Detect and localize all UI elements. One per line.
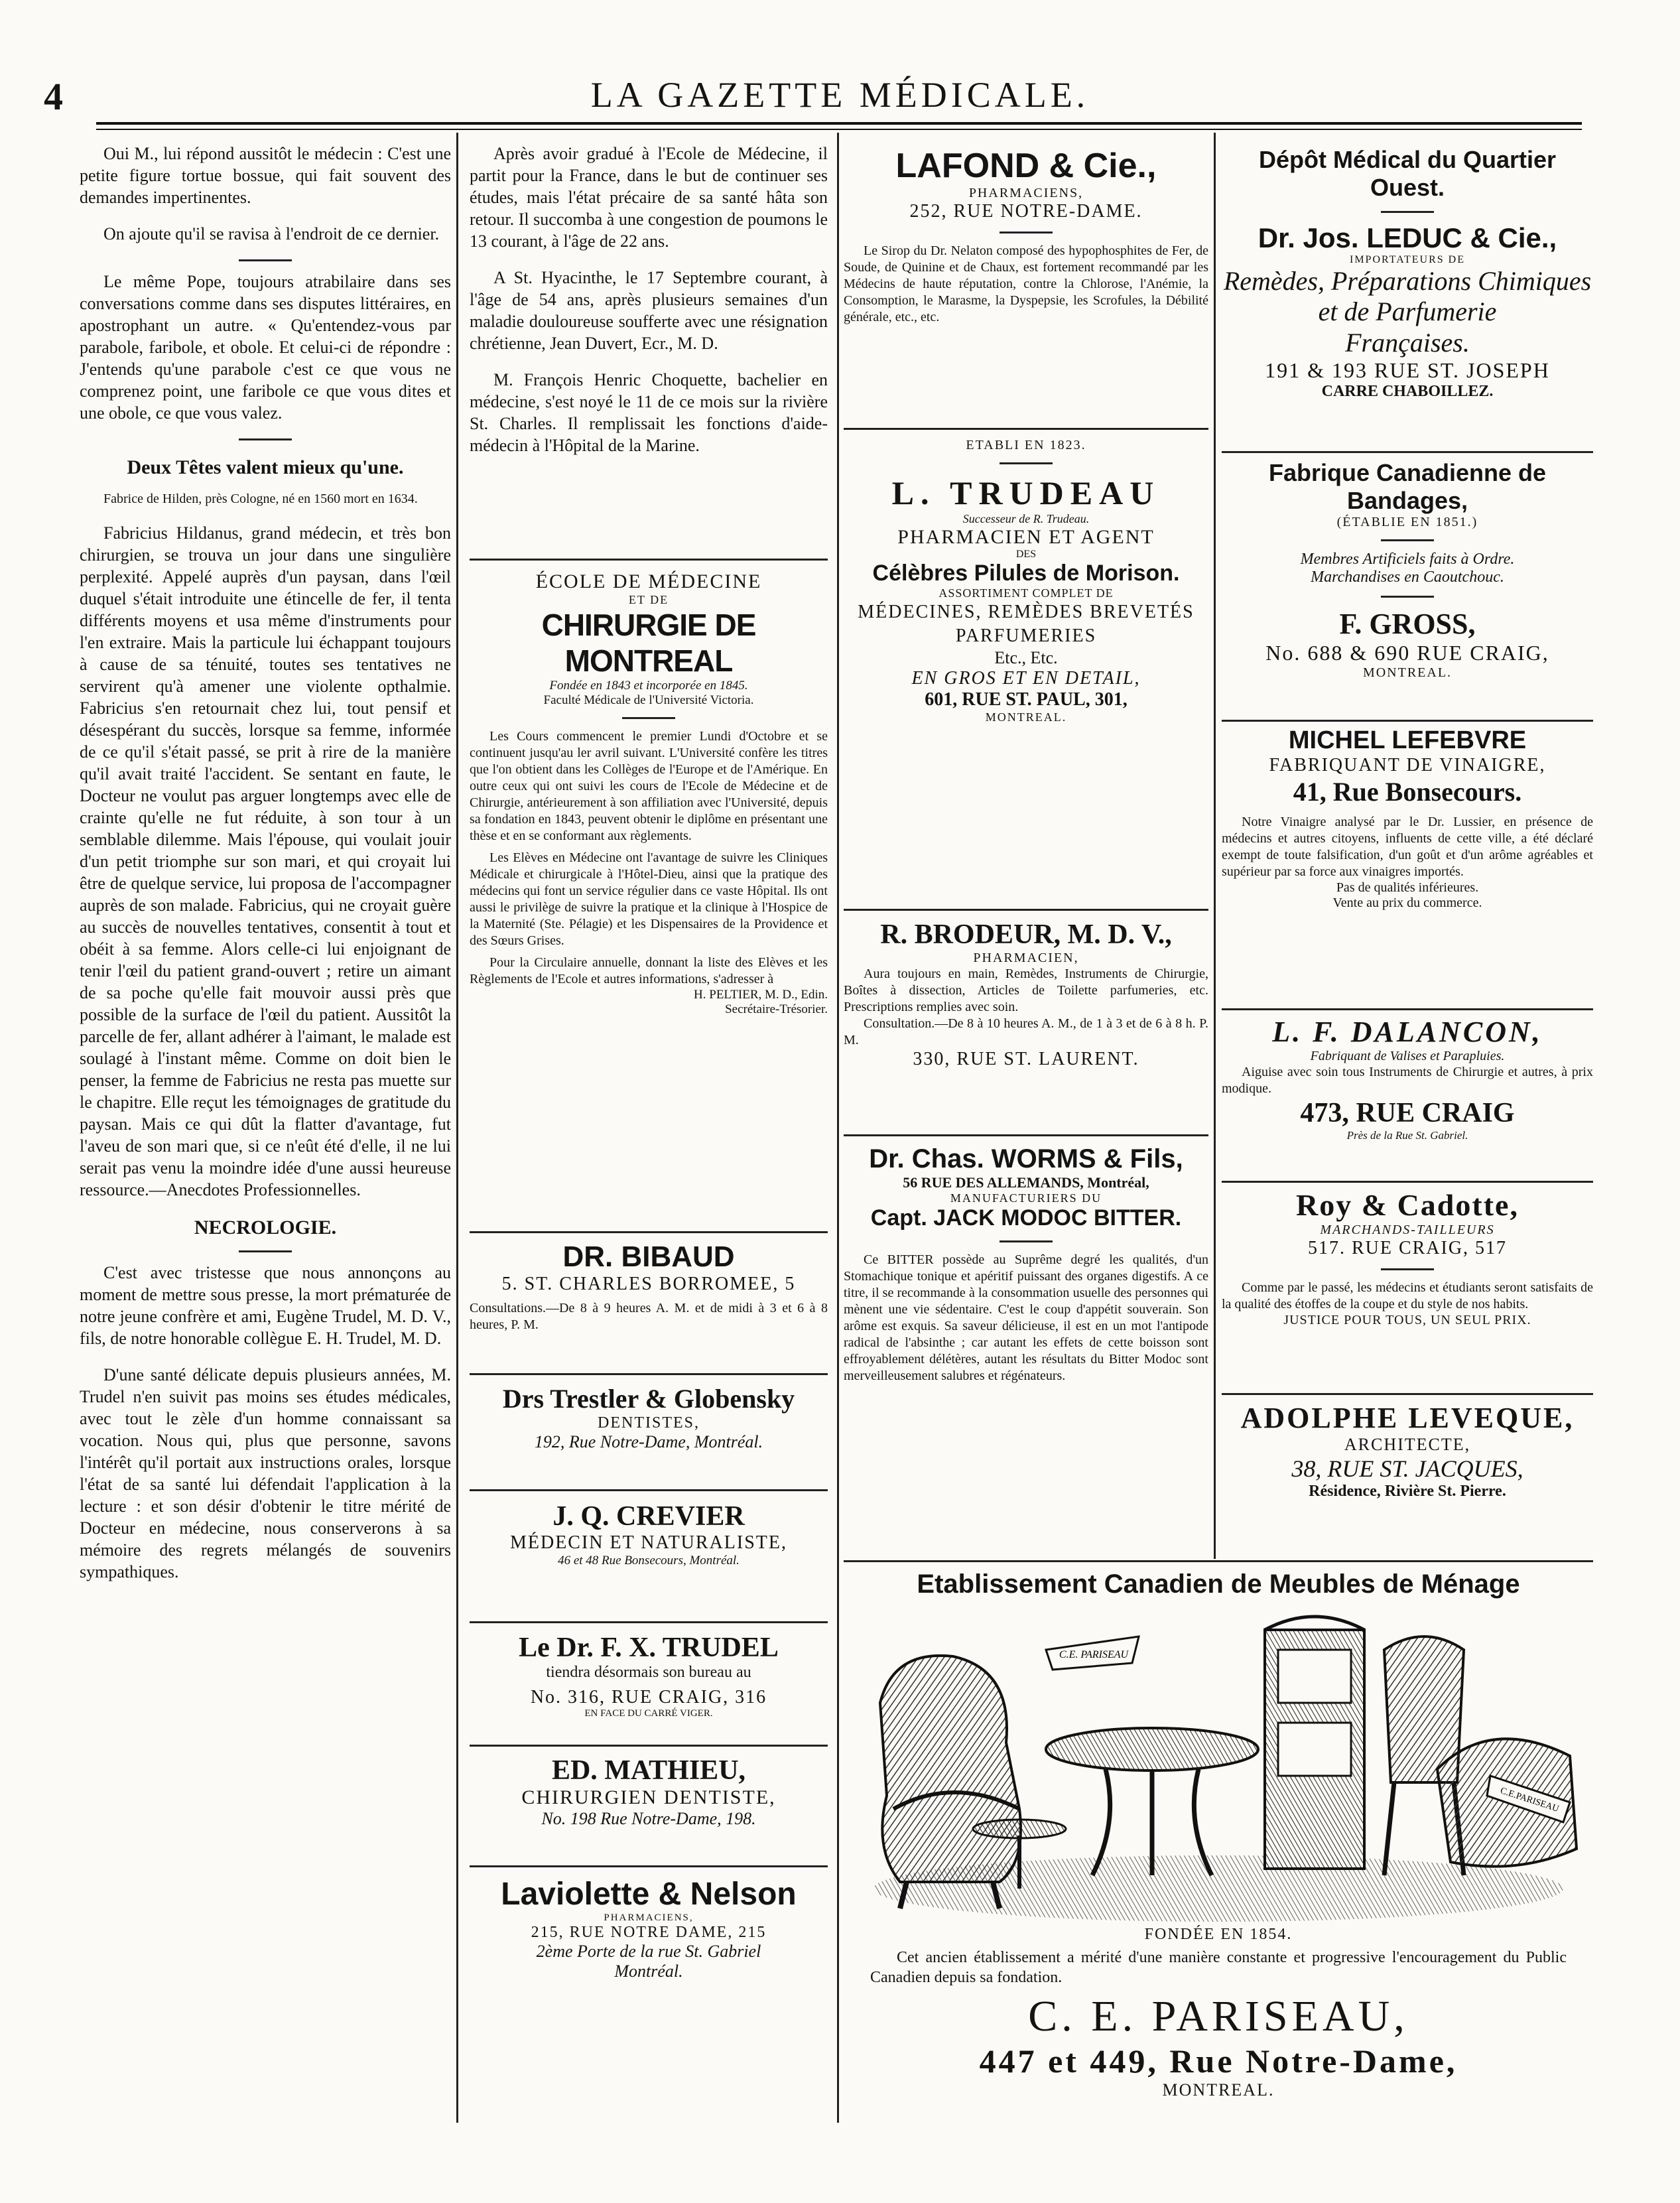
ad-leduc [1222, 146, 1593, 401]
ad-pariseau [844, 1569, 1593, 2100]
ad-title: L. TRUDEAU [891, 474, 1161, 511]
ad-line: EN FACE DU CARRÉ VIGER. [584, 1708, 713, 1719]
ad-line: PHARMACIEN, [973, 951, 1079, 965]
ad-line: 473, RUE CRAIG [1300, 1098, 1515, 1128]
ad-line: No. 688 & 690 RUE CRAIG, [1265, 641, 1549, 665]
ad-lafond [844, 146, 1208, 326]
ad-bandages [1222, 459, 1593, 681]
column-rule-2 [837, 133, 839, 2123]
ad-title: Drs Trestler & Globensky [502, 1384, 795, 1414]
ad-text: Le Sirop du Dr. Nelaton composé des hypophosphites de Fer, de Soude, de Quinine et de Chaux, est fortement recommandé par les Médecins de haute réputation, contre la Chlorose, l'Anémie, la Consomption, le Marasme, la Dyspepsie, les Scrofules, la Débilité générale, etc., etc. [844, 243, 1208, 324]
ad-title: R. BRODEUR, M. D. V., [880, 919, 1172, 950]
separator [1381, 1268, 1434, 1270]
ad-title: J. Q. CREVIER [552, 1501, 745, 1532]
ad-title: Dr. Chas. WORMS & Fils, [869, 1144, 1183, 1173]
article-paragraph: C'est avec tristesse que nous annonçons au moment de mettre sous presse, la mort prématurée de notre jeune confrère et ami, Eugène Trudel, M. D. V., fils, de notre honorable collègue E. H. Trudel, M. D. [80, 1263, 451, 1348]
ad-roy-cadotte [1222, 1187, 1593, 1328]
ad-line: Pas de qualités inférieures. [1336, 880, 1479, 895]
ad-line: PHARMACIENS, [968, 186, 1084, 200]
ad-rule [844, 909, 1208, 911]
separator [1000, 232, 1053, 234]
separator [239, 259, 292, 261]
ad-line: ETABLI EN 1823. [966, 438, 1086, 452]
ad-line: Membres Artificiels faits à Ordre. [1300, 551, 1515, 568]
ad-line: IMPORTATEURS DE [1350, 254, 1465, 265]
sofa-sign-text: C.E.PARISEAU [1498, 1786, 1561, 1815]
ad-text: Aiguise avec soin tous Instruments de Chirurgie et autres, à prix modique. [1222, 1065, 1593, 1096]
ad-line: MANUFACTURIERS DU [950, 1191, 1102, 1205]
ad-rule [1222, 1181, 1593, 1183]
separator [1381, 596, 1434, 598]
ad-line: PHARMACIENS, [604, 1912, 694, 1923]
ad-line: No. 316, RUE CRAIG, 316 [530, 1687, 767, 1707]
ad-title: ADOLPHE LEVEQUE, [1240, 1402, 1575, 1434]
ad-text: Comme par le passé, les médecins et étudiants seront satisfaits de la qualité des étoffes de la coupe et du style de nos habits. [1222, 1280, 1593, 1311]
ad-line: Près de la Rue St. Gabriel. [1346, 1129, 1468, 1142]
ad-rule [470, 559, 828, 561]
ad-line: tiendra désormais son bureau au [546, 1664, 751, 1681]
ad-line: FABRIQUANT DE VINAIGRE, [1269, 755, 1546, 775]
ad-line: 5. ST. CHARLES BORROMEE, 5 [501, 1274, 796, 1294]
ad-text: Les Elèves en Médecine ont l'avantage de suivre les Cliniques Médicale et chirurgicale à l'Hôtel-Dieu, ainsi que la pratique des médecins qui font un service régulier dans ce vaste Hôpital. Ils ont aussi le privilège de suivre la pratique et la clinique à l'Hospice de la Maternité (Ste. Pélagie) et les Dispensaires de la Providence et des Sœurs Grises. [470, 850, 828, 948]
article-paragraph: D'une santé délicate depuis plusieurs années, M. Trudel n'en suivit pas moins ses études médicales, avec tout le zèle d'un homme connaissant sa vocation. Nous qui, plus que personne, savons l'intérêt qu'il portait aux instructions orales, lorsque l'état de sa santé lui défendait l'application à la lecture : et son désir d'obtenir le titre mérité de Docteur en médecine, nous conserverons à sa mémoire des regrets mélangés de souvenirs sympathiques. [80, 1365, 451, 1581]
banner-text: C.E. PARISEAU [1059, 1649, 1129, 1660]
article-paragraph: Le même Pope, toujours atrabilaire dans ses conversations comme dans ses disputes littéraires, en apostrophant un autre. « Qu'entendez-vous par parabole, faribole, et obole. Et celui-ci de répondre : J'entends qu'une parabole c'est ce que vous ne comprenez point, une faribole ce que vous dites et une obole, ce que vous valez. [80, 272, 451, 423]
masthead-rule [96, 122, 1582, 125]
newspaper-title: LA GAZETTE MÉDICALE. [590, 75, 1090, 115]
article-paragraph: Oui M., lui répond aussitôt le médecin : C'est une petite figure tortue bossue, qui fait souvent des demandes impertinentes. [80, 144, 451, 207]
ad-text: Consultations.—De 8 à 9 heures A. M. et de midi à 3 et 6 à 8 heures, P. M. [470, 1301, 828, 1332]
ad-line: 447 et 449, Rue Notre-Dame, [979, 2042, 1458, 2080]
ad-rule [470, 1373, 828, 1375]
ad-title: Dr. Jos. LEDUC & Cie., [1258, 222, 1557, 253]
ad-head: Dépôt Médical du Quartier Ouest. [1258, 146, 1557, 201]
ad-title: LAFOND & Cie., [895, 147, 1157, 185]
ad-title: DR. BIBAUD [562, 1240, 735, 1273]
separator [1381, 539, 1434, 541]
separator [239, 1250, 292, 1252]
article-paragraph: On ajoute qu'il se ravisa à l'endroit de ce dernier. [103, 224, 440, 243]
ad-line: 41, Rue Bonsecours. [1293, 777, 1522, 807]
ad-worms [844, 1144, 1208, 1384]
article-note: Fabrice de Hilden, près Cologne, né en 1560 mort en 1634. [103, 492, 418, 506]
ad-line: 601, RUE ST. PAUL, 301, [925, 689, 1128, 710]
ad-text: Consultation.—De 8 à 10 heures A. M., de 1 à 3 et de 6 à 8 h. P. M. [844, 1016, 1208, 1047]
ad-line: Remèdes, Préparations Chimiques et de Parfumerie [1223, 266, 1592, 326]
ad-line: Fabriquant de Valises et Parapluies. [1310, 1049, 1505, 1063]
ad-bibaud [470, 1240, 828, 1333]
article-paragraph: M. François Henric Choquette, bachelier en médecine, s'est noyé le 11 de ce mois sur la rivière St. Charles. Il remplissait les fonctions d'aide-médecin à l'Hôpital de la Marine. [470, 370, 828, 455]
article-paragraph: Après avoir gradué à l'Ecole de Médecine, il partit pour la France, dans le but de continuer ses études, mais l'état précaire de sa santé hâta son retour. Il succomba à une congestion de poumons le 13 courant, à l'âge de 22 ans. [470, 144, 828, 251]
ad-line: JUSTICE POUR TOUS, UN SEUL PRIX. [1283, 1313, 1531, 1327]
ad-rule [470, 1865, 828, 1867]
ad-line: MÉDECINES, REMÈDES BREVETÉS PARFUMERIES [858, 602, 1195, 646]
ad-line: MÉDECIN ET NATURALISTE, [509, 1532, 787, 1553]
ad-line: 46 et 48 Rue Bonsecours, Montréal. [558, 1554, 740, 1568]
ad-text: Les Cours commencent le premier Lundi d'Octobre et se continuent jusqu'au ler avril suivant. L'Université confère les titres que l'on obtient dans les Collèges de l'Europe et de l'Amérique. En outre ceux qui ont suivi les cours de l'Ecole de Médecine et de Chirurgie, antérieurement à son affiliation avec l'Université, depuis sa fondation en 1843, peuvent obtenir le diplôme en présentant une thèse et en se conformant aux règlements. [470, 729, 828, 843]
column-rule-1 [456, 133, 458, 2123]
ad-mathieu [470, 1755, 828, 1829]
ad-text: Cet ancien établissement a mérité d'une manière constante et progressive l'encouragement du Public Canadien depuis sa fondation. [870, 1949, 1567, 1986]
ad-title: CHIRURGIE DE MONTREAL [541, 608, 756, 678]
ad-line: FONDÉE EN 1854. [1144, 1926, 1293, 1943]
ad-line: PHARMACIEN ET AGENT [897, 526, 1155, 548]
ad-line: Fondée en 1843 et incorporée en 1845. [549, 679, 748, 693]
ad-title: F. GROSS, [1339, 608, 1476, 640]
ad-line: Vente au prix du commerce. [1332, 896, 1482, 910]
ad-line: MARCHANDS-TAILLEURS [1320, 1223, 1495, 1237]
page-number: 4 [44, 75, 63, 118]
ad-title: L. F. DALANCON, [1272, 1016, 1543, 1048]
ad-line: Successeur de R. Trudeau. [962, 512, 1090, 525]
ad-line: CARRE CHABOILLEZ. [1321, 383, 1494, 400]
column-2-article [470, 143, 828, 471]
ad-line: 2ème Porte de la rue St. Gabriel [536, 1942, 761, 1961]
ad-line: 252, RUE NOTRE-DAME. [909, 201, 1143, 222]
ad-leveque [1222, 1401, 1593, 1501]
ad-trudel [470, 1632, 828, 1719]
separator [1381, 211, 1434, 213]
article-heading: Deux Têtes valent mieux qu'une. [127, 456, 404, 478]
ad-line: 192, Rue Notre-Dame, Montréal. [534, 1432, 763, 1451]
ad-crevier [470, 1501, 828, 1568]
ad-line: ET DE [628, 593, 669, 606]
separator [239, 438, 292, 440]
ad-title: Laviolette & Nelson [501, 1877, 797, 1912]
ad-line: No. 198 Rue Notre-Dame, 198. [541, 1809, 756, 1828]
ad-line: Etc., Etc. [994, 648, 1058, 667]
ad-rule [470, 1621, 828, 1623]
ad-signature: H. PELTIER, M. D., Edin. [694, 988, 828, 1002]
masthead-rule-thin [96, 129, 1582, 130]
ad-rule [1222, 451, 1593, 453]
column-1 [80, 143, 451, 1597]
ad-line: 38, RUE ST. JACQUES, [1291, 1455, 1523, 1482]
article-heading: NECROLOGIE. [194, 1217, 337, 1238]
ad-title: C. E. PARISEAU, [1028, 1992, 1409, 2040]
ad-ecole-medecine [470, 570, 828, 1017]
ad-line: ÉCOLE DE MÉDECINE [535, 570, 762, 592]
ad-line: Montréal. [614, 1962, 683, 1981]
ad-line: MONTREAL. [1162, 2080, 1275, 2100]
ad-line: Résidence, Rivière St. Pierre. [1309, 1483, 1506, 1500]
column-rule-3 [1214, 133, 1216, 1559]
ad-rule [844, 428, 1208, 430]
ad-trestler [470, 1383, 828, 1452]
ad-line: 56 RUE DES ALLEMANDS, Montréal, [903, 1174, 1149, 1191]
ad-rule [1222, 720, 1593, 722]
ad-line: 191 & 193 RUE ST. JOSEPH [1265, 358, 1550, 382]
ad-dalancon [1222, 1015, 1593, 1142]
ad-text: Ce BITTER possède au Suprême degré les qualités, d'un Stomachique tonique et apéritif puissant des organes digestifs. A ce titre, il se recommande à la consommation usuelle des personnes qui mènent une vie sédentaire. C'est le coup d'appétit souverain. Son arôme est exquis. Sa saveur délicieuse, il est en un mot l'antipode radical de l'absinthe ; car autant les effets de cette boisson sont effroyablement délétères, autant les résultats du Bitter Modoc sont merveilleusement salubres et régénateurs. [844, 1252, 1208, 1383]
ad-text: Aura toujours en main, Remèdes, Instruments de Chirurgie, Boîtes à dissection, Articles de Toilette parfumeries, etc. Prescriptions remplies avec soin. [844, 967, 1208, 1014]
ad-rule [470, 1745, 828, 1747]
separator [622, 717, 675, 719]
ad-title: Le Dr. F. X. TRUDEL [519, 1633, 779, 1663]
ad-line: EN GROS ET EN DETAIL, [911, 668, 1141, 689]
ad-line: Marchandises en Caoutchouc. [1311, 568, 1504, 586]
ad-line: MONTREAL. [985, 710, 1067, 724]
ad-text: Pour la Circulaire annuelle, donnant la liste des Elèves et les Règlements de l'Ecole et autres informations, s'adresser à [470, 955, 828, 986]
ad-signature: Secrétaire-Trésorier. [725, 1002, 828, 1016]
ad-rule [470, 1489, 828, 1491]
furniture-engraving [854, 1610, 1583, 1922]
ad-line: Faculté Médicale de l'Université Victoria. [543, 693, 754, 707]
ad-line: ASSORTIMENT COMPLET DE [938, 586, 1114, 600]
separator [1000, 1240, 1053, 1242]
ad-head: Etablissement Canadien de Meubles de Ménage [917, 1569, 1520, 1599]
ad-title: MICHEL LEFEBVRE [1288, 726, 1527, 754]
ad-line: DENTISTES, [598, 1414, 700, 1432]
separator [1000, 462, 1053, 464]
ad-line: 215, RUE NOTRE DAME, 215 [531, 1924, 767, 1941]
ad-rule [470, 1231, 828, 1233]
ad-rule [844, 1134, 1208, 1136]
ad-line: DES [1015, 549, 1037, 560]
ad-line: MONTREAL. [1362, 665, 1453, 680]
article-paragraph: A St. Hyacinthe, le 17 Septembre courant, à l'âge de 54 ans, après plusieurs semaines d'un maladie douloureuse soufferte avec une résignation chrétienne, Jean Duvert, Ecr., M. D. [470, 268, 828, 353]
article-paragraph: Fabricius Hildanus, grand médecin, et très bon chirurgien, se trouva un jour dans une singulière perplexité. Appelé auprès d'un paysan, dans l'œil duquel s'était introduite une étincelle de fer, il tenta différents moyens et usa même d'instruments pour l'en extraire. Mais la particule lui échappant toujours à cause de sa ténuité, toutes ses tentatives ne servirent qu'à amener une violente opthalmie. Fabricius s'en retournait chez lui, tout pensif et désespérant du succès, lorsque sa femme, informée de ce qu'il s'était passé, se prit à rire de la manière qu'il avait traité l'accident. Se sentant en faute, le Docteur ne voulut pas arguer longtemps avec elle de crainte qu'elle ne fut réduite, à son tour à un semblable dilemme. Mais l'épouse, qui voulait jouir d'un petit triomphe sur son mari, et qui croyait lui être de quelque service, lui proposa de l'accompagner auprès de son malade. Fabricius, qui ne croyait guère au succès de nouvelles tentatives, consentit à tout et obéit à sa femme. Alors celle-ci lui enjoignant de tenir l'œil du patient grand-ouvert ; retire un aimant de sa poche qu'elle fait mouvoir aussi près que possible de la surface de l'œil du patient. Aussitôt la parcelle de fer, allant adhérer à l'aimant, le malade est soulagé à l'instant même. Comme on doit bien le penser, la femme de Fabricius ne resta pas muette sur le chapitre. Elle reçut les témoignages de gratitude du paysan. Mais ce qui dût la flatter d'avantage, fut l'aveu de son mari que, si ce n'eût été d'elle, il ne lui serait pas venu la moindre idée d'une aussi heureuse ressource.—Anecdotes Professionnelles. [80, 523, 451, 1199]
ad-line: Capt. JACK MODOC BITTER. [870, 1205, 1182, 1231]
ad-title: ED. MATHIEU, [551, 1755, 746, 1786]
ad-line: 330, RUE ST. LAURENT. [913, 1049, 1139, 1069]
ad-line: CHIRURGIEN DENTISTE, [521, 1786, 776, 1808]
ad-line: Françaises. [1345, 328, 1470, 358]
ad-brodeur [844, 919, 1208, 1070]
ad-line: (ÉTABLIE EN 1851.) [1336, 515, 1478, 529]
ad-lefebvre [1222, 726, 1593, 911]
ad-head: Fabrique Canadienne de Bandages, [1268, 459, 1547, 514]
ad-rule [1222, 1393, 1593, 1395]
ad-trudeau [844, 438, 1208, 724]
ad-text: Notre Vinaigre analysé par le Dr. Lussier, en présence de médecins et autres citoyens, influents de cette ville, a été déclaré exempt de toute falsification, d'un goût et d'un arôme agréables et supérieur par sa force aux vinaigres importés. [1222, 815, 1593, 879]
ad-line: Célèbres Pilules de Morison. [872, 561, 1180, 586]
ad-rule [844, 1560, 1593, 1562]
ad-rule [1222, 1008, 1593, 1010]
furniture-illustration [854, 1610, 1583, 1922]
ad-title: Roy & Cadotte, [1296, 1188, 1519, 1222]
ad-laviolette [470, 1876, 828, 1981]
ad-line: ARCHITECTE, [1344, 1435, 1471, 1454]
ad-line: 517. RUE CRAIG, 517 [1307, 1238, 1508, 1258]
